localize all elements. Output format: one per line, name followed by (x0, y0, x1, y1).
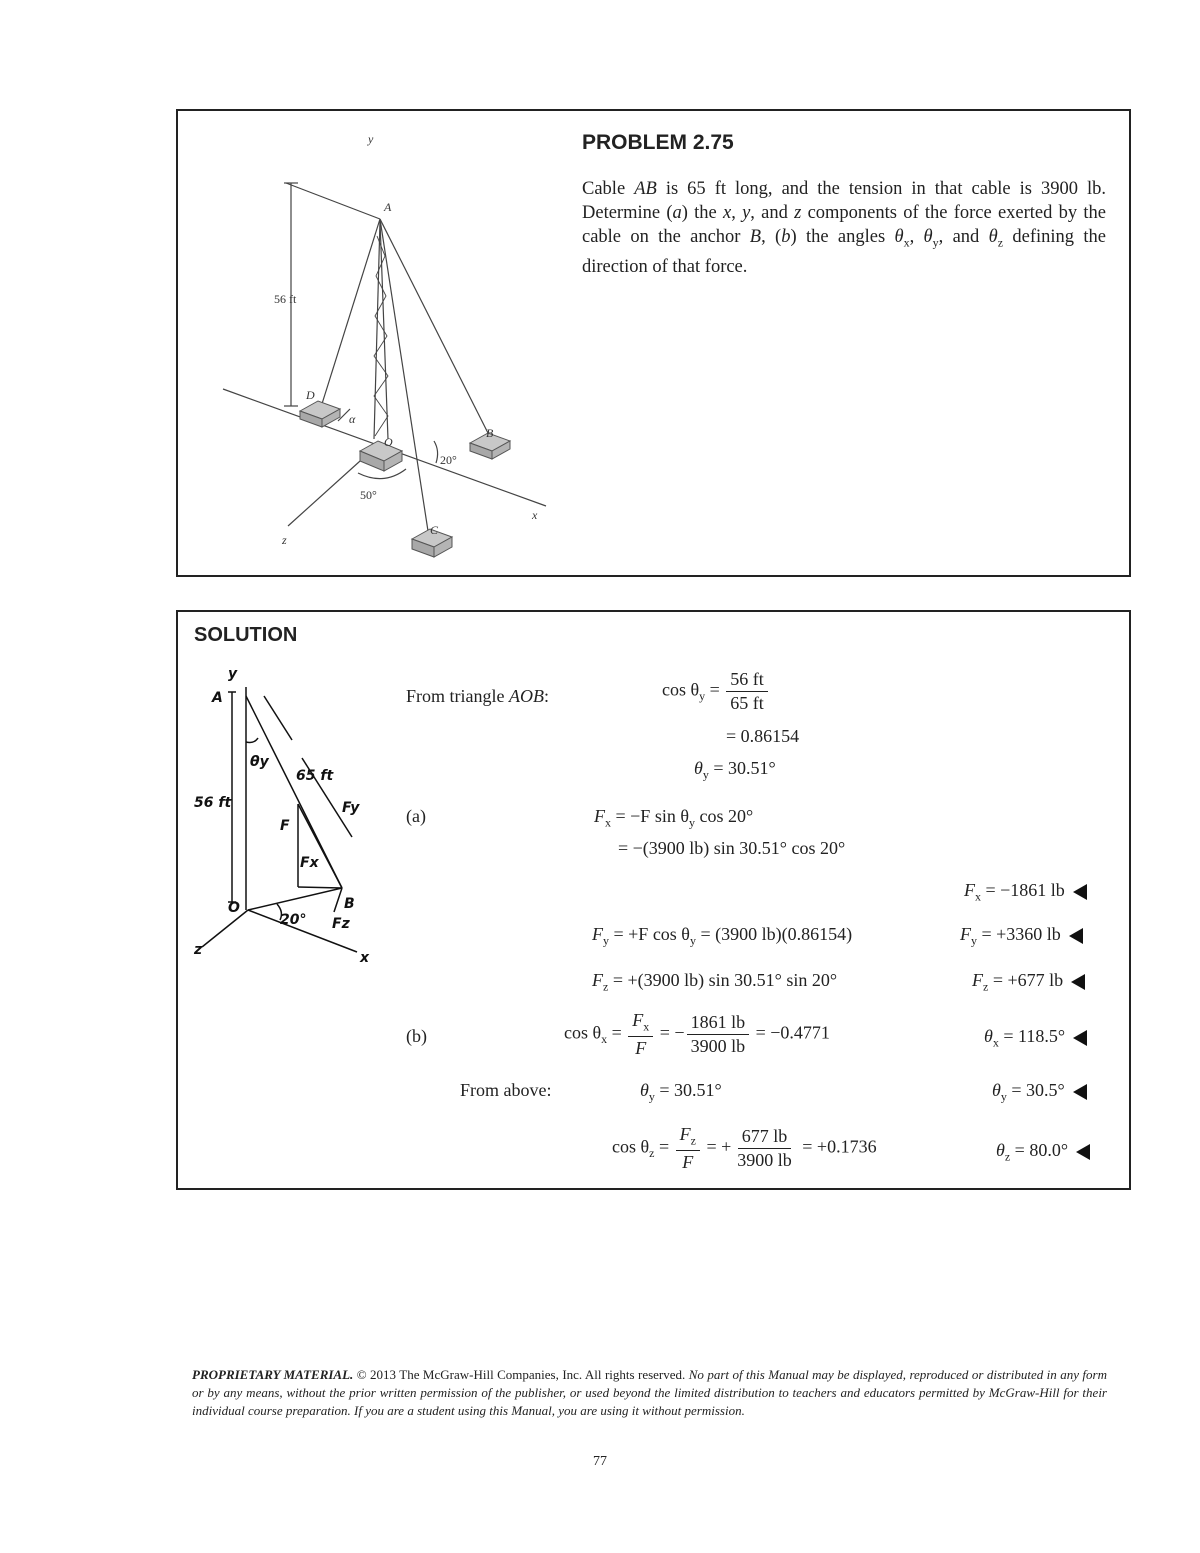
sketch-fy: Fy (342, 800, 360, 816)
fig-point-o: O (384, 435, 393, 449)
theta-y-value: $\theta_y = 30.51^\circ$ (694, 758, 776, 782)
theta-x-result: $\theta_x = 118.5^\circ$ (984, 1026, 1087, 1051)
copyright-footer: PROPRIETARY MATERIAL. © 2013 The McGraw-Hill Companies, Inc. All rights reserved. No part of this Manual may be displayed, reproduced or distributed in any form or by any means, without the prior written permission of the publisher, or used beyond the limited distribution to teachers and educators permitted by McGraw-Hill for their individual course preparation. If you are a student using this Manual, you are using it without permission. (192, 1367, 1107, 1418)
cos-theta-y-value: = 0.86154 (726, 726, 800, 746)
sketch-y: y (228, 666, 238, 682)
fx-equation-1: $F_x = -F$ $\sin \theta_y$ cos 20° (594, 806, 754, 830)
fy-result: $F_y = +3360$ lb (960, 924, 1083, 949)
fig-y-axis: y (368, 132, 374, 146)
fz-result: $F_z = +677$ lb (972, 970, 1085, 995)
problem-title: PROBLEM 2.75 (582, 131, 734, 154)
sketch-z: z (194, 942, 203, 958)
fig-height: 56 ft (274, 292, 297, 306)
sketch-20: 20° (280, 912, 307, 928)
problem-box (176, 109, 1131, 577)
page-number: 77 (593, 1454, 607, 1469)
fx-equation-2: = −(3900 lb) sin 30.51° cos 20° (618, 838, 846, 858)
cos-theta-x-eq: $\cos \theta_x$ = $\frac{F_x}{F}$ = − $\frac{1861 lb}{3900 lb}$ = −0.4771 (564, 1010, 830, 1058)
tower-lattice (374, 236, 388, 436)
cos-theta-y-eq: $\cos \theta_y$ = $\frac{56 ft}{65 ft}$ (662, 669, 770, 714)
solution-title: SOLUTION (194, 624, 298, 646)
problem-statement: Cable AB is 65 ft long, and the tension in that cable is 3900 lb. Determine (a) the x, y, and z components of the force exerted by the cable on the anchor B, (b) the angles $\theta_x$, $\theta_y$, and $\theta_z$ defining the direction of that force. (582, 179, 1107, 277)
sketch-f: F (280, 818, 290, 834)
sketch-theta-y: θy (250, 754, 269, 770)
fig-angle-20: 20° (440, 453, 457, 467)
fig-angle-50: 50° (360, 488, 377, 502)
answer-arrow-icon (1073, 884, 1087, 900)
sketch-x: x (360, 950, 370, 962)
fig-alpha: α (349, 412, 356, 426)
sketch-fz: Fz (332, 916, 350, 932)
fig-z-axis: z (282, 533, 287, 547)
fig-x-axis: x (532, 508, 538, 522)
theta-y-result: $\theta_y = 30.5^\circ$ (992, 1080, 1087, 1105)
fig-point-a: A (384, 200, 392, 214)
solution-box (176, 610, 1131, 1190)
theta-z-result: $\theta_z = 80.0^\circ$ (996, 1140, 1090, 1165)
fz-equation: $F_z = +(3900$ lb) sin 30.51° sin 20° (592, 970, 838, 994)
sketch-o: O (228, 900, 240, 916)
height-leader (286, 183, 380, 219)
cable-ad (321, 219, 380, 407)
from-triangle-label: From triangle AOB: (406, 686, 549, 706)
fig-point-d: D (306, 388, 315, 402)
fig-point-b: B (486, 426, 494, 440)
sketch-56ft: 56 ft (194, 795, 232, 811)
sketch-fx: Fx (300, 855, 319, 871)
tower-figure (208, 121, 588, 566)
sketch-65ft: 65 ft (296, 768, 334, 784)
fy-equation: $F_y = +F$ $\cos \theta_y = (3900$ lb)(0.86154) (592, 924, 853, 948)
answer-arrow-icon (1073, 1084, 1087, 1100)
cos-theta-z-eq: $\cos \theta_z$ = $\frac{F_z}{F}$ = + $\frac{677 lb}{3900 lb}$ = +0.1736 (612, 1124, 877, 1172)
part-b-label: (b) (406, 1026, 427, 1046)
from-above-label: From above: (460, 1080, 552, 1100)
answer-arrow-icon (1071, 974, 1085, 990)
answer-arrow-icon (1069, 928, 1083, 944)
fig-point-c: C (430, 523, 439, 537)
answer-arrow-icon (1076, 1144, 1090, 1160)
answer-arrow-icon (1073, 1030, 1087, 1046)
sketch-a: A (212, 690, 223, 706)
part-a-label: (a) (406, 806, 426, 826)
theta-y-from-above: $\theta_y = 30.51^\circ$ (640, 1080, 722, 1104)
sketch-b: B (344, 896, 355, 912)
solution-sketch (192, 662, 382, 962)
fx-result: $F_x = -1861$ lb (964, 880, 1087, 905)
